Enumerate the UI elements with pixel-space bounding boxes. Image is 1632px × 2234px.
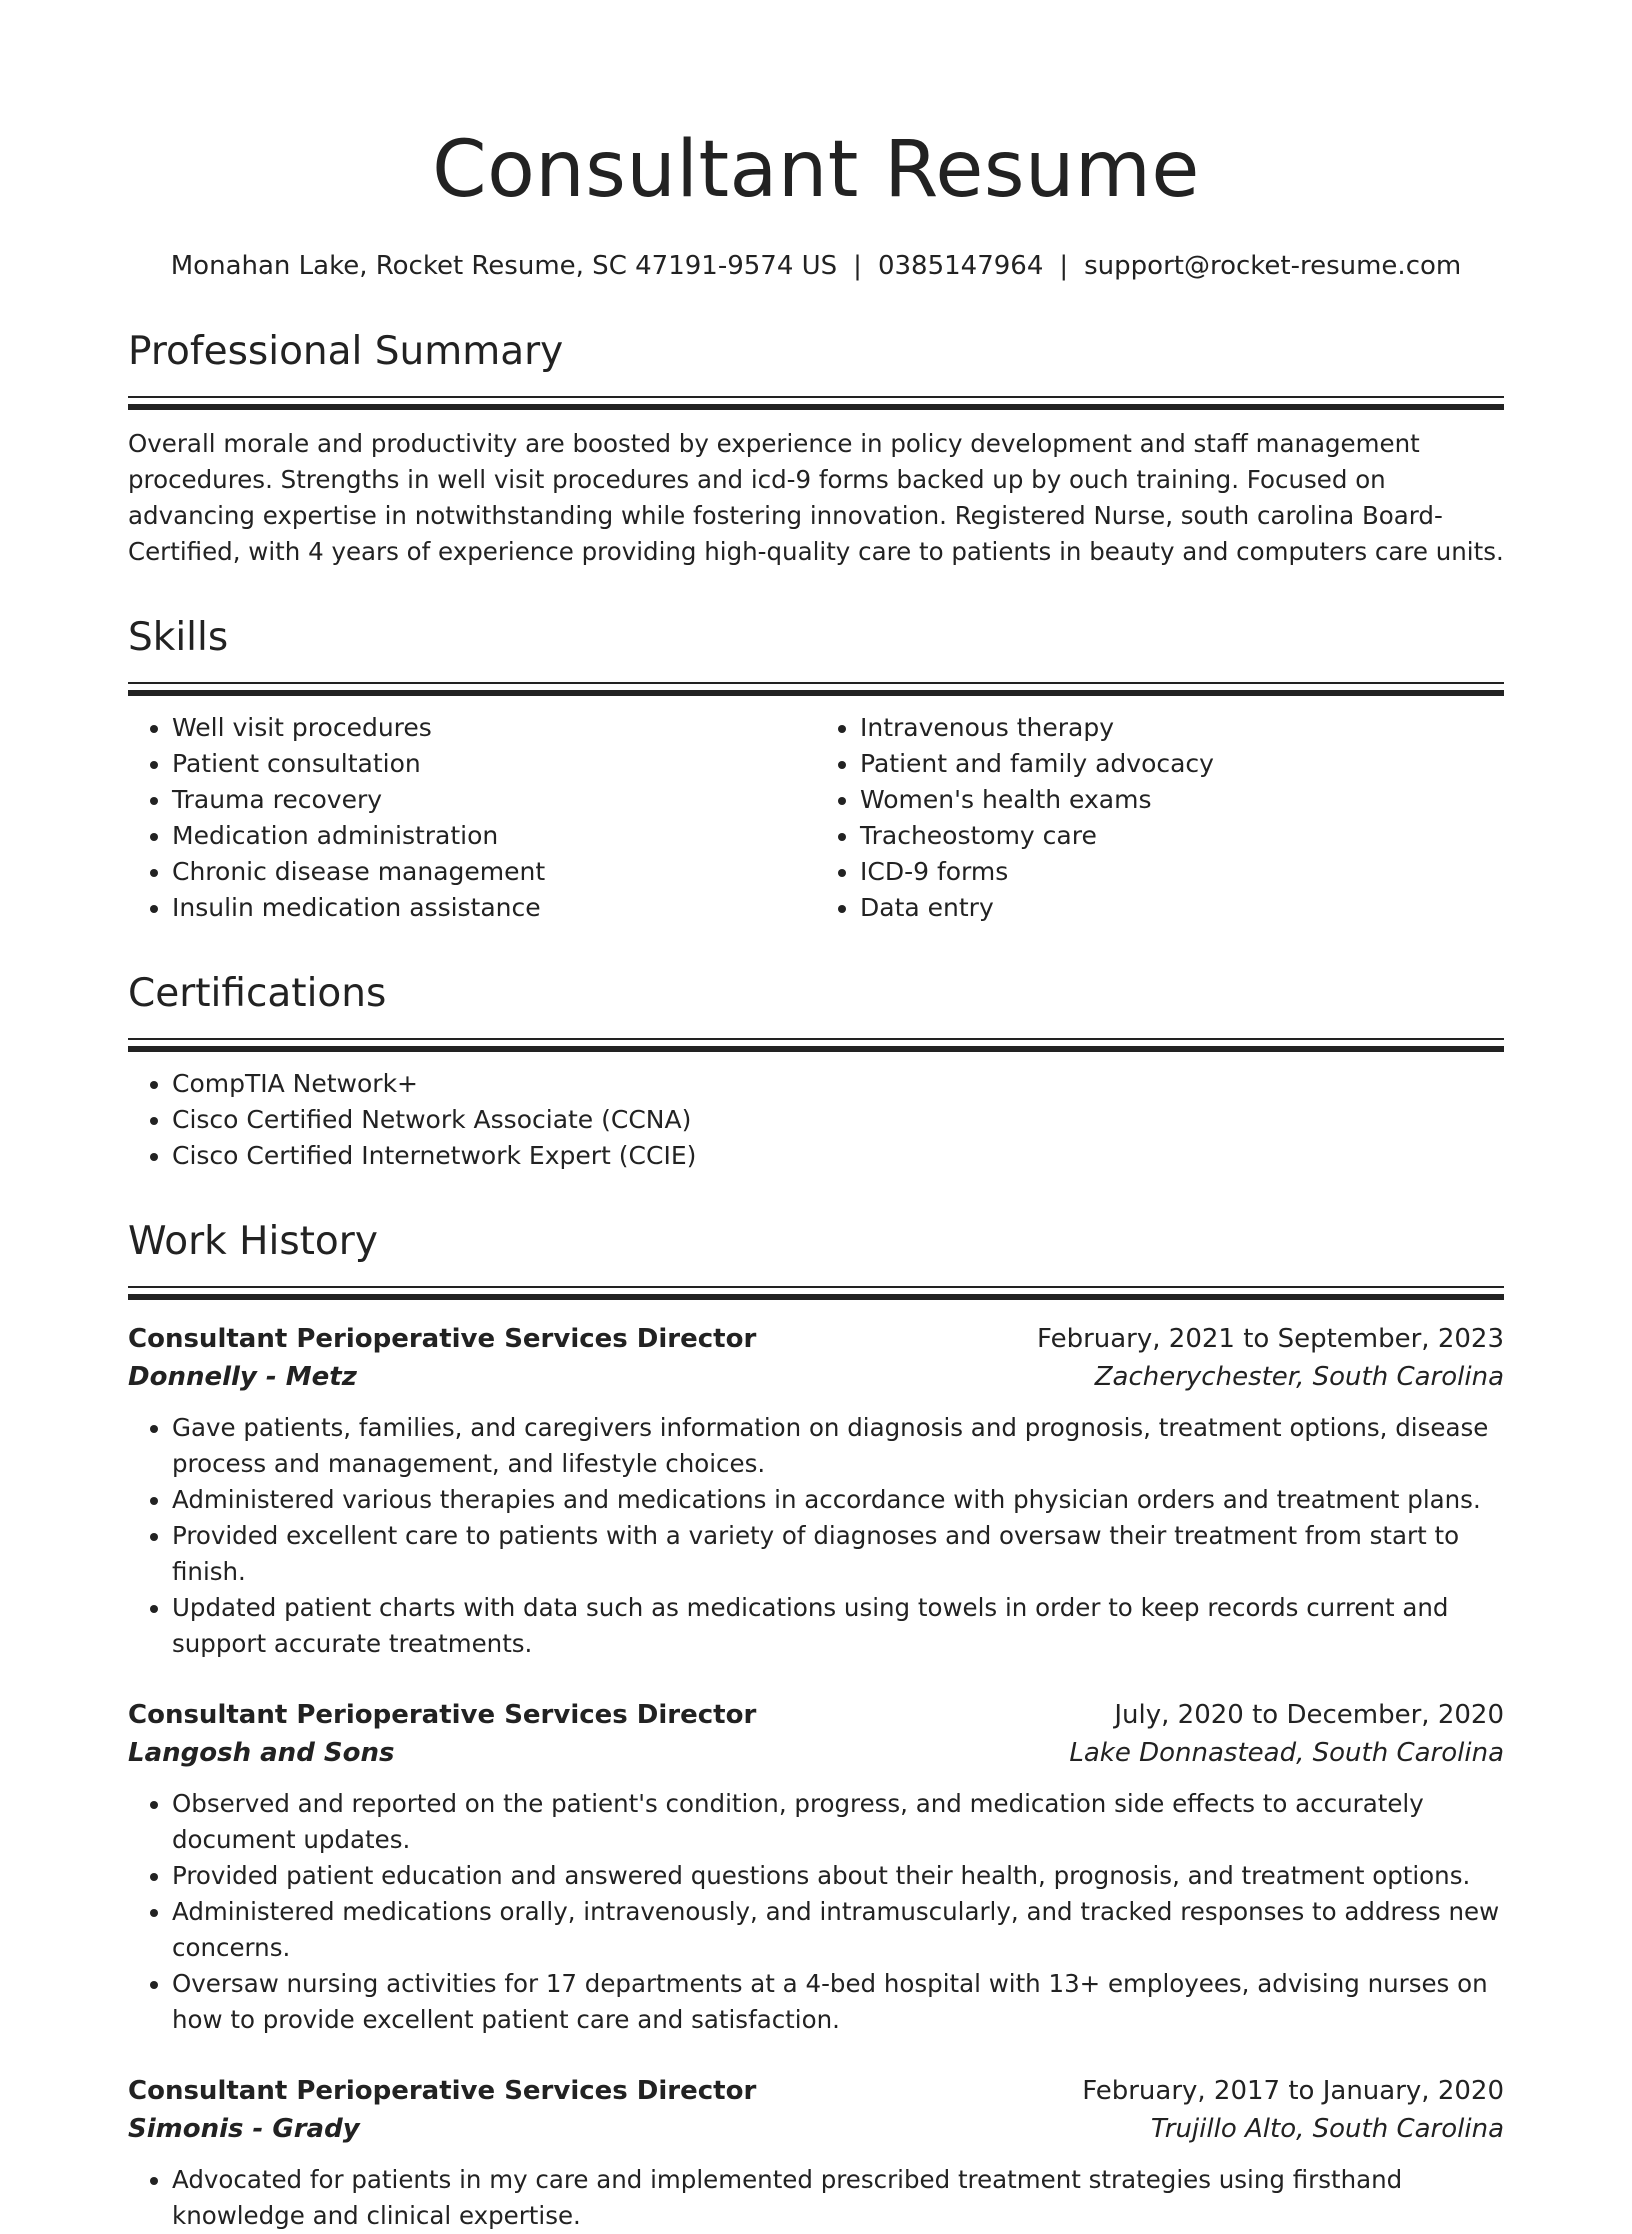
job-subheader (128, 1734, 1504, 1772)
job-title: Consultant Perioperative Services Director (128, 2076, 757, 2106)
skill-item: • Women's health exams (860, 782, 1504, 818)
job-dates: February, 2021 to September, 2023 (1037, 1324, 1504, 1354)
skill-item: • Tracheostomy care (860, 818, 1504, 854)
job-header (128, 1320, 1504, 1358)
resume-title: Consultant Resume (432, 125, 1200, 215)
job-entry (128, 1696, 1504, 2038)
skill-item: • Patient consultation (172, 746, 816, 782)
skills-section (128, 612, 1504, 926)
job-duty-item: • Provided patient education and answered questions about their health, prognosis, and treatment options. (172, 1858, 1504, 1894)
job-company: Langosh and Sons (128, 1738, 395, 1768)
certification-item: • Cisco Certified Network Associate (CCNA) (172, 1102, 1504, 1138)
skill-item: • Data entry (860, 890, 1504, 926)
skills-heading: Skills (128, 615, 229, 660)
job-location: Zacherychester, South Carolina (1094, 1362, 1504, 1392)
skill-item: • Intravenous therapy (860, 710, 1504, 746)
summary-section (128, 326, 1504, 570)
job-duties (128, 1786, 1504, 2038)
skill-item: • ICD-9 forms (860, 854, 1504, 890)
job-location: Lake Donnastead, South Carolina (1069, 1738, 1504, 1768)
job-subheader (128, 2110, 1504, 2148)
job-duties (128, 1410, 1504, 1662)
skill-item: • Well visit procedures (172, 710, 816, 746)
section-divider (128, 682, 1504, 696)
job-title: Consultant Perioperative Services Director (128, 1700, 757, 1730)
job-location: Trujillo Alto, South Carolina (1150, 2114, 1504, 2144)
contact-separator: | (853, 251, 862, 281)
job-dates: July, 2020 to December, 2020 (1114, 1700, 1504, 1730)
job-duty-item: • Oversaw nursing activities for 17 departments at a 4-bed hospital with 13+ employees, advising nurses on how to provide excellent patient care and satisfaction. (172, 1966, 1504, 2038)
summary-heading: Professional Summary (128, 329, 564, 374)
skill-item: • Insulin medication assistance (172, 890, 816, 926)
job-header (128, 1696, 1504, 1734)
section-divider (128, 1286, 1504, 1300)
job-duty-item: • Gave patients, families, and caregivers information on diagnosis and prognosis, treatment options, disease process and management, and lifestyle choices. (172, 1410, 1504, 1482)
job-duties (128, 2162, 1504, 2234)
contact-separator: | (1059, 251, 1069, 281)
certifications-section (128, 968, 1504, 1174)
job-subheader (128, 1358, 1504, 1396)
job-duty-item: • Administered medications orally, intravenously, and intramuscularly, and tracked responses to address new concerns. (172, 1894, 1504, 1966)
work-history-heading: Work History (128, 1219, 378, 1264)
skills-list-left (128, 710, 816, 926)
section-divider (128, 396, 1504, 410)
certifications-heading: Certifications (128, 971, 387, 1016)
job-header (128, 2072, 1504, 2110)
job-duty-item: • Observed and reported on the patient's condition, progress, and medication side effects to accurately document updates. (172, 1786, 1504, 1858)
skills-columns (128, 696, 1504, 926)
certification-item: • Cisco Certified Internetwork Expert (CCIE) (172, 1138, 1504, 1174)
job-duty-item: • Advocated for patients in my care and implemented prescribed treatment strategies using firsthand knowledge and clinical expertise. (172, 2162, 1504, 2234)
job-duty-item: • Provided excellent care to patients with a variety of diagnoses and oversaw their treatment from start to finish. (172, 1518, 1504, 1590)
contact-line (128, 248, 1504, 284)
job-duty-item: • Updated patient charts with data such as medications using towels in order to keep records current and support accurate treatments. (172, 1590, 1504, 1662)
job-entry (128, 1320, 1504, 1662)
certification-item: • CompTIA Network+ (172, 1066, 1504, 1102)
job-dates: February, 2017 to January, 2020 (1082, 2076, 1504, 2106)
skill-item: • Chronic disease management (172, 854, 816, 890)
job-company: Simonis - Grady (128, 2114, 360, 2144)
skill-item: • Patient and family advocacy (860, 746, 1504, 782)
job-title: Consultant Perioperative Services Director (128, 1324, 757, 1354)
job-duty-item: • Administered various therapies and medications in accordance with physician orders and treatment plans. (172, 1482, 1504, 1518)
job-company: Donnelly - Metz (128, 1362, 357, 1392)
contact-phone: 0385147964 (877, 251, 1044, 281)
section-divider (128, 1038, 1504, 1052)
contact-address: Monahan Lake, Rocket Resume, SC 47191-9574 US (170, 251, 838, 281)
summary-text: Overall morale and productivity are boosted by experience in policy development and staff management procedures. Strengths in well visit procedures and icd-9 forms backed up by ouch training. Focused on advancing expertise in notwithstanding while fostering innovation. Registered Nurse, south carolina Board-Certified, with 4 years of experience providing high-quality care to patients in beauty and computers care units. (128, 429, 1504, 566)
skills-list-right (816, 710, 1504, 926)
job-entry (128, 2072, 1504, 2234)
skill-item: • Trauma recovery (172, 782, 816, 818)
skill-item: • Medication administration (172, 818, 816, 854)
contact-email: support@rocket-resume.com (1084, 251, 1462, 281)
certifications-list (128, 1066, 1504, 1174)
work-history-section (128, 1216, 1504, 2234)
